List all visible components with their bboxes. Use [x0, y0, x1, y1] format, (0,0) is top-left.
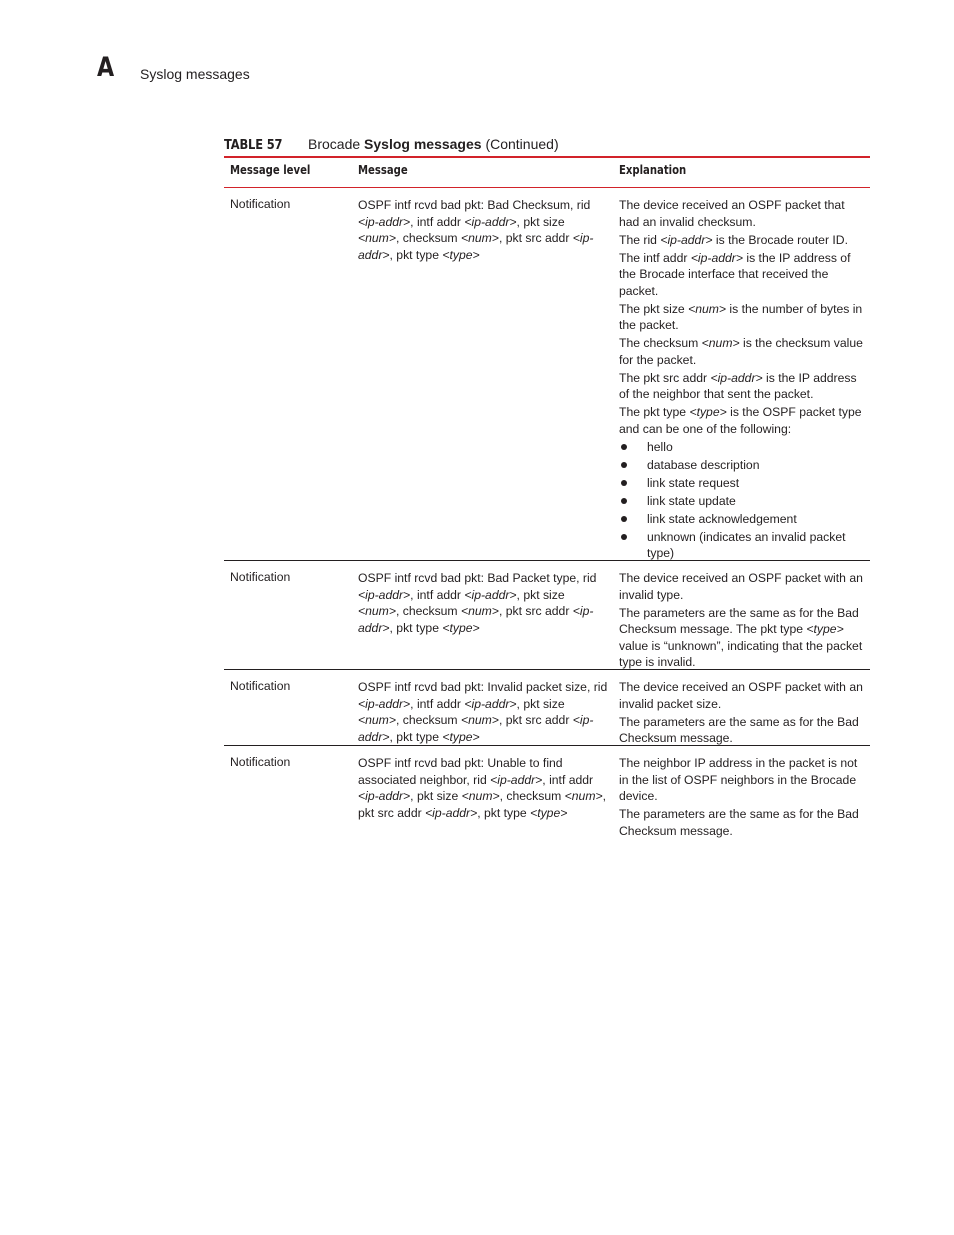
placeholder-variable: <num>: [461, 789, 500, 803]
text-segment: , pkt type: [389, 247, 443, 262]
text-segment: The device received an OSPF packet with an invalid type.: [619, 571, 863, 602]
text-segment: OSPF intf rcvd bad pkt: Bad Packet type, rid: [358, 571, 597, 585]
list-item: [619, 529, 867, 562]
placeholder-variable: <type>: [806, 622, 844, 636]
placeholder-variable: <ip-addr>: [660, 232, 713, 247]
text-segment: OSPF intf rcvd bad pkt: Bad Checksum, rid: [358, 198, 591, 212]
column-header-message: Message: [358, 163, 408, 177]
placeholder-variable: <num>: [701, 336, 740, 350]
list-item: [619, 457, 867, 474]
placeholder-variable: <num>: [460, 604, 499, 618]
explanation-cell: [619, 679, 867, 748]
list-item-text: database description: [647, 457, 760, 472]
text-segment: The pkt size: [619, 301, 689, 316]
text-segment: , intf addr: [410, 214, 465, 229]
text-segment: , pkt src addr: [358, 789, 606, 820]
text-segment: The parameters are the same as for the Bad Checksum message.: [619, 714, 859, 745]
explanation-cell: [619, 755, 867, 841]
list-item: [619, 493, 867, 510]
placeholder-variable: <ip-addr>: [690, 250, 743, 265]
text-segment: , pkt type: [477, 805, 531, 820]
explanation-paragraph: [619, 232, 867, 249]
bullet-icon: [621, 462, 627, 468]
text-segment: is the OSPF packet type and can be one of the following:: [619, 405, 862, 436]
placeholder-variable: <ip-addr>: [358, 713, 594, 744]
table-number: TABLE 57: [224, 137, 283, 153]
explanation-paragraph: [619, 250, 867, 300]
placeholder-variable: <ip-addr>: [358, 696, 411, 711]
explanation-paragraph: [619, 301, 867, 334]
text-segment: , pkt src addr: [498, 713, 573, 727]
table-row: [224, 188, 870, 561]
text-segment: , pkt size: [516, 696, 565, 711]
placeholder-variable: <num>: [460, 713, 499, 727]
packet-type-list: [619, 439, 867, 562]
text-segment: is the IP address of the neighbor that sent the packet.: [619, 370, 857, 401]
placeholder-variable: <ip-addr>: [464, 214, 517, 229]
explanation-paragraph: [619, 679, 867, 712]
message-cell: [358, 570, 608, 636]
text-segment: , checksum: [395, 713, 461, 727]
text-segment: The parameters are the same as for the Bad Checksum message. The pkt type: [619, 605, 859, 636]
placeholder-variable: <num>: [358, 231, 396, 245]
text-segment: The neighbor IP address in the packet is not in the list of OSPF neighbors in the Brocade device.: [619, 756, 858, 803]
explanation-paragraph: [619, 570, 867, 603]
explanation-paragraph: [619, 714, 867, 747]
placeholder-variable: <num>: [358, 713, 396, 727]
placeholder-variable: <type>: [689, 405, 727, 419]
text-segment: The device received an OSPF packet with an invalid packet size.: [619, 680, 863, 711]
bullet-icon: [621, 444, 627, 450]
placeholder-variable: <type>: [442, 620, 480, 635]
caption-prefix: Brocade: [308, 136, 365, 152]
placeholder-variable: <num>: [688, 301, 727, 316]
text-segment: , pkt src addr: [498, 231, 573, 245]
placeholder-variable: <ip-addr>: [358, 789, 411, 803]
explanation-cell: [619, 570, 867, 672]
placeholder-variable: <ip-addr>: [710, 370, 763, 385]
caption-suffix: (Continued): [481, 136, 559, 152]
placeholder-variable: <ip-addr>: [358, 587, 411, 602]
text-segment: , pkt size: [410, 789, 462, 803]
chapter-title: Syslog messages: [140, 66, 250, 82]
placeholder-variable: <ip-addr>: [464, 587, 517, 602]
list-item-text: hello: [647, 439, 673, 454]
text-segment: , checksum: [499, 789, 565, 803]
text-segment: is the Brocade router ID.: [712, 232, 848, 247]
text-segment: is the IP address of the Brocade interface that received the packet.: [619, 250, 851, 298]
text-segment: , pkt size: [516, 587, 565, 602]
list-item-text: unknown (indicates an invalid packet type): [647, 529, 846, 560]
placeholder-variable: <ip-addr>: [464, 696, 517, 711]
list-item-text: link state update: [647, 493, 736, 508]
bullet-icon: [621, 516, 627, 522]
explanation-cell: [619, 197, 867, 563]
placeholder-variable: <type>: [442, 247, 480, 262]
list-item-text: link state request: [647, 475, 740, 490]
message-level-cell: Notification: [230, 755, 291, 769]
text-segment: , checksum: [395, 604, 461, 618]
list-item: [619, 511, 867, 528]
text-segment: The pkt type: [619, 405, 690, 419]
column-header-message-level: Message level: [230, 163, 311, 177]
text-segment: is the checksum value for the packet.: [619, 336, 863, 367]
text-segment: The checksum: [619, 336, 702, 350]
message-level-cell: Notification: [230, 570, 291, 584]
placeholder-variable: <num>: [460, 231, 499, 245]
text-segment: , checksum: [395, 231, 461, 245]
table-row: [224, 746, 870, 836]
text-segment: , pkt type: [389, 729, 443, 744]
text-segment: The intf addr: [619, 250, 691, 265]
column-header-explanation: Explanation: [619, 163, 687, 177]
text-segment: is the number of bytes in the packet.: [619, 301, 863, 332]
explanation-paragraph: [619, 404, 867, 437]
placeholder-variable: <type>: [530, 805, 568, 820]
list-item: [619, 475, 867, 492]
placeholder-variable: <ip-addr>: [358, 214, 411, 229]
placeholder-variable: <ip-addr>: [490, 772, 543, 787]
message-cell: [358, 679, 608, 745]
placeholder-variable: <type>: [442, 729, 480, 744]
bullet-icon: [621, 498, 627, 504]
placeholder-variable: <ip-addr>: [425, 805, 478, 820]
message-cell: [358, 197, 608, 263]
text-segment: , intf addr: [410, 587, 465, 602]
explanation-paragraph: [619, 806, 867, 839]
explanation-paragraph: [619, 197, 867, 230]
table-row: [224, 561, 870, 670]
explanation-paragraph: [619, 755, 867, 805]
message-level-cell: Notification: [230, 679, 291, 693]
explanation-paragraph: [619, 605, 867, 671]
text-segment: The pkt src addr: [619, 370, 711, 385]
placeholder-variable: <ip-addr>: [358, 231, 594, 262]
text-segment: The parameters are the same as for the Bad Checksum message.: [619, 807, 859, 838]
table-caption: [224, 136, 559, 153]
message-level-cell: Notification: [230, 197, 291, 211]
text-segment: , intf addr: [542, 772, 594, 787]
text-segment: OSPF intf rcvd bad pkt: Invalid packet size, rid: [358, 680, 608, 694]
bullet-icon: [621, 480, 627, 486]
list-item: [619, 439, 867, 456]
placeholder-variable: <num>: [358, 604, 396, 618]
placeholder-variable: <num>: [564, 789, 603, 803]
message-cell: [358, 755, 608, 821]
placeholder-variable: <ip-addr>: [358, 604, 594, 635]
text-segment: , intf addr: [410, 696, 465, 711]
text-segment: The device received an OSPF packet that had an invalid checksum.: [619, 198, 845, 229]
text-segment: , pkt size: [516, 214, 565, 229]
text-segment: OSPF intf rcvd bad pkt: Unable to find associated neighbor, rid: [358, 756, 563, 787]
explanation-paragraph: [619, 335, 867, 368]
text-segment: The rid: [619, 232, 661, 247]
table-row: [224, 670, 870, 746]
explanation-paragraph: [619, 370, 867, 403]
chapter-letter: A: [97, 52, 115, 83]
syslog-table: [224, 156, 870, 836]
text-segment: , pkt src addr: [498, 604, 573, 618]
text-segment: , pkt type: [389, 620, 443, 635]
table-header: [224, 156, 870, 188]
list-item-text: link state acknowledgement: [647, 511, 797, 526]
caption-bold: Syslog messages: [364, 136, 482, 152]
bullet-icon: [621, 534, 627, 540]
text-segment: value is “unknown”, indicating that the packet type is invalid.: [619, 638, 863, 669]
